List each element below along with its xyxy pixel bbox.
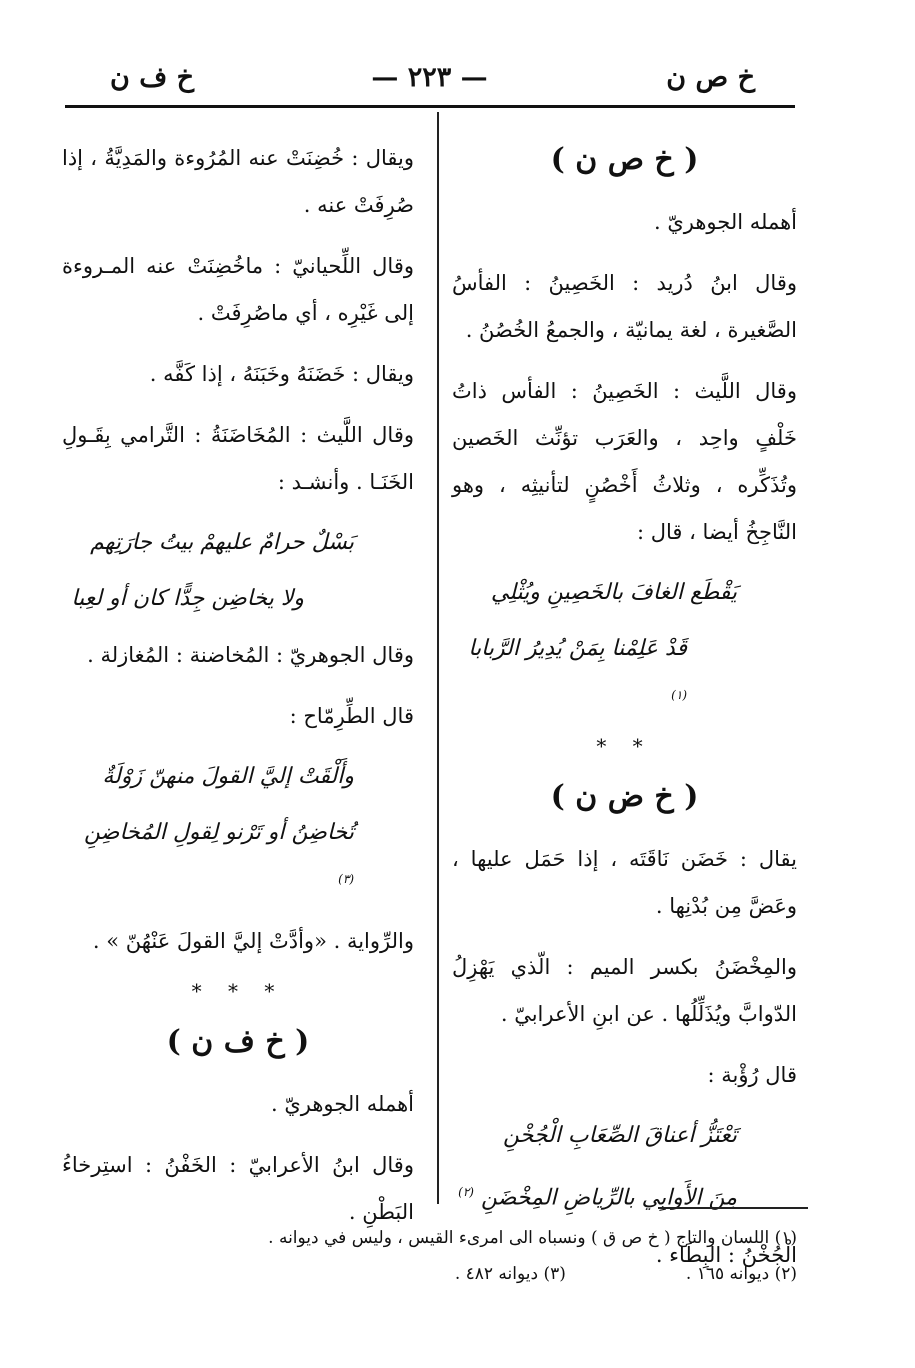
- verse-line: يَقْطَع الغافَ بالخَصِينِ ويُثْلِي: [490, 580, 737, 605]
- entry-heading-khsn: ( خ ص ن ): [550, 142, 699, 177]
- verse-line: ولا يخاضِن جِدًّا كان أو لعِبا: [71, 586, 304, 611]
- paragraph: ويقال : خَضَنَهُ وخَبَنَهُ ، إذا كَفَّه .: [149, 362, 414, 386]
- verse-line: تَعْتَزُّ أعناقَ الصِّعَابِ الْجُخْنِ: [502, 1123, 737, 1149]
- paragraph: يقال : خَضَن نَاقَتَه ، إذا حَمَل عليها ، وعَضَّ مِن بُدْنِها .: [452, 847, 797, 919]
- footnote-marker: (٢): [458, 1185, 474, 1200]
- header-root-right: خ ص ن: [666, 62, 755, 93]
- paragraph: وقال الجوهريّ : المُخاضنة : المُغازلة .: [87, 643, 414, 667]
- section-separator: * * *: [191, 979, 285, 1004]
- footnote-row: [237, 1256, 797, 1292]
- verse-line: [62, 810, 414, 908]
- paragraph: ويقال : خُضِنَتْ عنه المُرُوءة والمَدِيَّةُ ، إذا صُرِفَتْ عنه .: [62, 146, 414, 217]
- paragraph: وقال اللَّيث : الخَصِينُ : الفأس ذاتُ خَلْفٍ واحِد ، والعَرَب تؤنِّث الخَصين وتُذَكِّره ، وثلاثُ أَخْصُنٍ لتأنيثِه ، وهو النَّاجِخُ أيضا ، قال :: [452, 379, 797, 544]
- footnote-rule: [658, 1207, 808, 1209]
- entry-heading-khdn: ( خ ض ن ): [550, 779, 699, 815]
- paragraph: أهمله الجوهريّ .: [270, 1092, 414, 1117]
- verse-text: قَدْ عَلِمْنا بِمَنْ يُدِيرُ الرَّبابا: [468, 636, 687, 661]
- verse-text: تُخاضِنُ أو تَرْنو لِقولِ المُخاضِنِ: [84, 820, 354, 845]
- paragraph: وقال ابنُ الأعرابيّ : الخَفْنُ : استِرخاءُ البَطْنِ .: [62, 1153, 414, 1225]
- left-column: [62, 135, 414, 1250]
- verse-line: وأَلْقَتْ إليَّ القولَ منهنّ زَوْلَةٌ: [102, 764, 354, 789]
- page-number: — ٢٢٣ —: [371, 62, 488, 93]
- paragraph: الْجُخْنُ : البِطَاء .: [655, 1242, 797, 1267]
- paragraph: وقال ابنُ دُريد : الخَصِينُ : الفأسُ الصَّغيرة ، لغة يمانيّة ، والجمعُ الخُصُنُ .: [452, 271, 797, 342]
- footnote-1: (١) اللسان والتاج ( خ ص ق ) ونسباه الى امرىء القيس ، وليس في ديوانه .: [268, 1228, 797, 1248]
- entry-heading-khfn: ( خ ف ن ): [166, 1024, 310, 1060]
- paragraph: وقال اللَّيث : المُخَاضَنَةُ : التَّرامي بِقَـولِ الخَنَـا . وأنشـد :: [62, 423, 414, 494]
- paragraph: والمِخْضَنُ بكسر الميم : الّذي يَهْزِلُ الدّوابَّ ويُذَلِّلُها . عن ابنِ الأعرابيّ .: [452, 955, 797, 1027]
- paragraph: وقال اللِّحيانيّ : ماخُضِنَتْ عنه المـروءة إلى غَيْرِه ، أي ماصُرِفَتْ .: [62, 254, 414, 325]
- header-rule: [65, 105, 795, 108]
- paragraph: والرِّواية . «وأدَّتْ إليَّ القولَ عَنْهُنّ » .: [92, 929, 414, 954]
- footnotes: [237, 1220, 797, 1292]
- verse-line: [452, 626, 797, 724]
- running-header: [62, 62, 797, 102]
- paragraph: أهمله الجوهريّ .: [653, 210, 797, 234]
- verse-text: مِنَ الأَوابِي بالرِّياضِ المِخْضَنِ: [480, 1185, 737, 1211]
- paragraph: قال رُؤْبة :: [707, 1063, 797, 1088]
- paragraph: قال الطِّرِمّاح :: [289, 704, 414, 728]
- verse-line: بَسْلٌ حرامٌ عليهمْ بيتُ جارَتِهم: [90, 530, 354, 555]
- footnote-marker: (١): [671, 688, 687, 702]
- footnote-marker: (٣): [338, 872, 354, 886]
- footnote-2: (٢) ديوانه ١٦٥ .: [685, 1264, 797, 1284]
- verse-line: [452, 1169, 797, 1221]
- column-divider: [437, 112, 439, 1204]
- right-column: [452, 135, 797, 1293]
- footnote-3: (٣) ديوانه ٤٨٢ .: [454, 1264, 566, 1284]
- section-separator: * *: [596, 734, 653, 759]
- header-root-left: خ ف ن: [110, 62, 195, 93]
